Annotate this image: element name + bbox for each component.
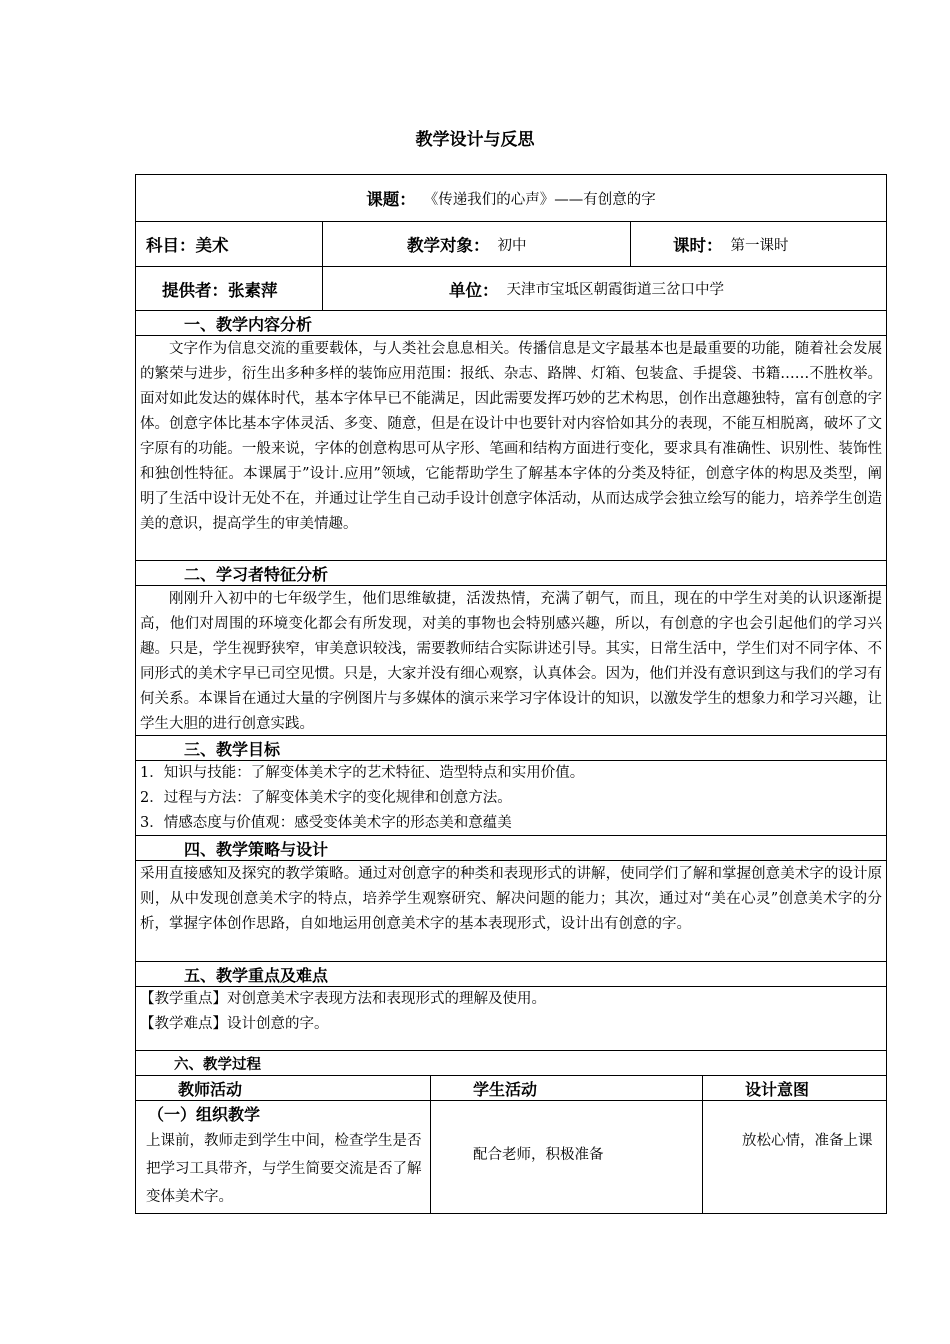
topic-label: 课题： (366, 190, 416, 209)
teacher-step-text: 上课前，教师走到学生中间，检查学生是否把学习工具带齐，与学生简要交流是否了解变体美术字。 (146, 1133, 422, 1205)
goal-item: 2．过程与方法：了解变体美术字的变化规律和创意方法。 (140, 790, 512, 806)
design-intent-cell: 放松心情，准备上课 (742, 1133, 873, 1149)
goal-item: 3．情感态度与价值观：感受变体美术字的形态美和意蕴美 (140, 815, 512, 831)
lesson-plan-table (135, 174, 887, 1214)
goal-item: 1．知识与技能：了解变体美术字的艺术特征、造型特点和实用价值。 (140, 765, 585, 781)
period-cell (631, 222, 886, 266)
strategy-heading: 四、教学策略与设计 (136, 836, 886, 861)
key-points-heading: 五、教学重点及难点 (136, 962, 886, 987)
teacher-step-title: （一）组织教学 (148, 1105, 261, 1124)
content-analysis-heading: 一、教学内容分析 (136, 311, 886, 336)
subject-label: 科目： (146, 236, 196, 255)
subject-cell (136, 222, 323, 266)
learner-analysis-text: 刚刚升入初中的七年级学生，他们思维敏捷，活泼热情，充满了朝气，而且，现在的中学生对美的认识逐渐提高，他们对周围的环境变化都会有所发现，对美的事物也会特别感兴趣，所以，有创意的字也会引起他们的学习兴趣。只是，学生视野狭窄，审美意识较浅，需要教师结合实际讲述引导。其实，日常生活中，学生们对不同字体、不同形式的美术字早已司空见惯。只是，大家并没有细心观察，认真体会。因为，他们并没有意识到这与我们的学习有何关系。本课旨在通过大量的字例图片与多媒体的演示来学习字体设计的知识，以激发学生的想象力和学习兴趣，让学生大胆的进行创意实践。 (136, 586, 886, 736)
strategy-text: 采用直接感知及探究的教学策略。通过对创意字的种类和表现形式的讲解，使同学们了解和掌握创意美术字的设计原则，从中发现创意美术字的特点，培养学生观察研究、解决问题的能力；其次，通过对“美在心灵”创意美术字的分析，掌握字体创作思路，自如地运用创意美术字的基本表现形式，设计出有创意的字。 (136, 861, 886, 962)
teaching-goals-list (136, 761, 886, 836)
document-title: 教学设计与反思 (415, 130, 535, 150)
topic-row (136, 175, 886, 222)
audience-value: 初中 (497, 237, 527, 254)
period-label: 课时： (673, 236, 723, 255)
unit-value: 天津市宝坻区朝霞街道三岔口中学 (506, 282, 724, 298)
unit-cell (323, 267, 886, 310)
key-point-item: 【教学难点】设计创意的字。 (140, 1016, 329, 1032)
design-intent-header: 设计意图 (745, 1079, 810, 1099)
key-point-item: 【教学重点】对创意美术字表现方法和表现形式的理解及使用。 (140, 991, 546, 1007)
learner-analysis-heading: 二、学习者特征分析 (136, 561, 886, 586)
provider-cell (136, 267, 323, 310)
process-heading: 六、教学过程 (136, 1051, 886, 1076)
student-activity-header: 学生活动 (431, 1076, 703, 1100)
audience-label: 教学对象： (407, 236, 490, 255)
teacher-activity-cell (136, 1101, 431, 1213)
meta-row (136, 222, 886, 267)
teaching-goals-heading: 三、教学目标 (136, 736, 886, 761)
provider-row (136, 267, 886, 311)
teacher-activity-header: 教师活动 (136, 1076, 431, 1100)
audience-cell (323, 222, 631, 266)
unit-label: 单位： (449, 280, 499, 300)
content-analysis-text: 文字作为信息交流的重要载体，与人类社会息息相关。传播信息是文字最基本也是最重要的功能，随着社会发展的繁荣与进步，衍生出多种多样的装饰应用范围：报纸、杂志、路牌、灯箱、包装盒、手提袋、书籍……不胜枚举。面对如此发达的媒体时代，基本字体早已不能满足，因此需要发挥巧妙的艺术构思，创作出意趣独特，富有创意的字体。创意字体比基本字体灵活、多变、随意，但是在设计中也要针对内容恰如其分的表现，不能互相脱离，破坏了文字原有的功能。一般来说，字体的创意构思可从字形、笔画和结构方面进行变化，要求具有准确性、识别性、装饰性和独创性特征。本课属于”设计.应用”领域，它能帮助学生了解基本字体的分类及特征，创意字体的构思及类型，阐明了生活中设计无处不在，并通过让学生自己动手设计创意字体活动，从而达成学会独立绘写的能力，培养学生创造美的意识，提高学生的审美情趣。 (136, 336, 886, 561)
student-activity-cell: 配合老师，积极准备 (431, 1101, 703, 1213)
topic-value: 《传递我们的心声》——有创意的字 (423, 191, 656, 208)
key-points-list (136, 987, 886, 1051)
period-value: 第一课时 (730, 237, 789, 254)
process-row (136, 1101, 886, 1213)
provider-label: 提供者： (162, 280, 228, 300)
subject-value: 美术 (195, 236, 229, 255)
provider-value: 张素萍 (228, 280, 278, 300)
process-header-row (136, 1076, 886, 1101)
